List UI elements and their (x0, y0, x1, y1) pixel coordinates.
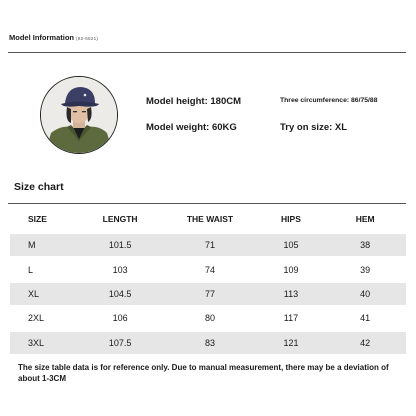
hips-cell: 121 (258, 330, 325, 354)
column-header-hips: HIPS (281, 214, 301, 224)
hem-cell: 40 (324, 281, 406, 305)
hem-cell: 39 (324, 256, 406, 280)
size-chart-top-rule (8, 203, 406, 204)
size-cell: L (10, 256, 78, 280)
model-information-title: Model Information (9, 33, 74, 42)
length-cell: 101.5 (78, 232, 163, 256)
table-row (10, 330, 406, 354)
hem-cell: 42 (324, 330, 406, 354)
hem-cell: 41 (324, 305, 406, 329)
waist-cell: 74 (162, 256, 257, 280)
hem-cell: 38 (324, 232, 406, 256)
table-row (10, 232, 406, 256)
length-cell: 106 (78, 305, 163, 329)
waist-cell: 77 (162, 281, 257, 305)
model-height: Model height: 180CM (146, 96, 242, 107)
hips-cell: 109 (258, 256, 325, 280)
table-row (10, 256, 406, 280)
column-header-waist: THE WAIST (186, 214, 234, 224)
model-information-heading (9, 33, 98, 42)
hips-cell: 117 (258, 305, 325, 329)
model-photo (41, 77, 117, 153)
waist-cell: 71 (162, 232, 257, 256)
table-row (10, 281, 406, 305)
hips-cell: 113 (258, 281, 325, 305)
column-header-length: LENGTH (102, 214, 138, 224)
waist-cell: 83 (162, 330, 257, 354)
size-cell: 3XL (10, 330, 78, 354)
header-divider (8, 52, 406, 53)
size-chart-header-row (10, 206, 406, 232)
size-cell: XL (10, 281, 78, 305)
size-disclaimer-note: The size table data is for reference only. Due to manual measurement, there may be a deviation of about 1-3CM (18, 363, 389, 383)
model-circumference: Three circumference: 86/75/88 (280, 97, 378, 104)
hips-cell: 105 (258, 232, 325, 256)
waist-cell: 80 (162, 305, 257, 329)
length-cell: 107.5 (78, 330, 163, 354)
size-chart-table (10, 206, 406, 354)
column-header-size: SIZE (28, 214, 47, 224)
column-header-hem: HEM (355, 214, 375, 224)
size-cell: 2XL (10, 305, 78, 329)
length-cell: 103 (78, 256, 163, 280)
model-avatar (40, 76, 118, 154)
model-information-subtitle: (92-6521) (76, 36, 99, 41)
table-row (10, 305, 406, 329)
size-chart-title: Size chart (14, 181, 64, 193)
model-weight: Model weight: 60KG (146, 122, 237, 133)
try-on-size: Try on size: XL (280, 122, 348, 133)
length-cell: 104.5 (78, 281, 163, 305)
size-cell: M (10, 232, 78, 256)
